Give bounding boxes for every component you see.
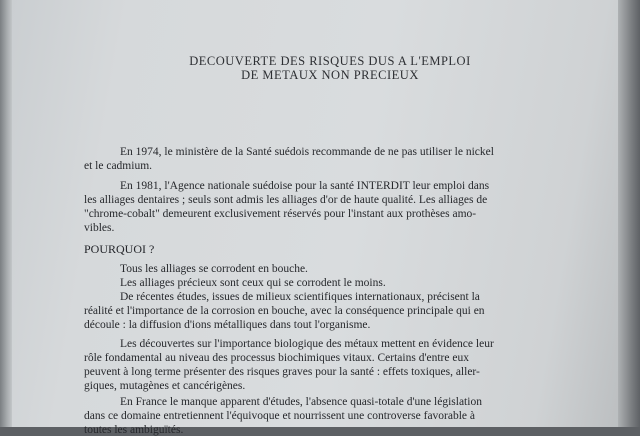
section-heading: POURQUOI ? — [84, 242, 155, 256]
paragraph-3-line-1: De récentes études, issues de milieux scientifiques internationaux, précisent la — [120, 291, 480, 303]
paragraph-4-line-1: Les découvertes sur l'importance biologique des métaux mettent en évidence leur — [120, 338, 494, 350]
paragraph-4-line-2: rôle fondamental au niveau des processus biochimiques vitaux. Certains d'entre eux — [84, 352, 469, 364]
paragraph-4-line-4: giques, mutagènes et cancérigènes. — [84, 380, 246, 392]
page-edge — [618, 0, 640, 427]
statement-2: Les alliages précieux sont ceux qui se corrodent le moins. — [120, 277, 386, 289]
paragraph-2-line-4: vibles. — [84, 222, 115, 234]
paragraph-5-line-2: dans ce domaine entretiennent l'équivoque et nourrissent une controverse favorable à — [84, 410, 476, 422]
paragraph-2-line-2: les alliages dentaires ; seuls sont admis les alliages d'or de haute qualité. Les alliages de — [84, 194, 488, 206]
statement-1: Tous les alliages se corrodent en bouche. — [120, 263, 308, 275]
paragraph-2-line-1: En 1981, l'Agence nationale suédoise pour la santé INTERDIT leur emploi dans — [120, 180, 490, 192]
paragraph-1-line-1: En 1974, le ministère de la Santé suédois recommande de ne pas utiliser le nickel — [120, 146, 494, 158]
paragraph-5-line-3: toutes les ambiguïtés. — [84, 424, 184, 436]
binding-spine — [0, 0, 12, 427]
paragraph-5-line-1: En France le manque apparent d'études, l'absence quasi-totale d'une législation — [120, 396, 482, 408]
paragraph-1-line-2: et le cadmium. — [84, 160, 153, 172]
paragraph-3-line-3: découle : la diffusion d'ions métalliques dans tout l'organisme. — [84, 319, 371, 331]
paragraph-3-line-2: réalité et l'importance de la corrosion en bouche, avec la conséquence principale qui en — [84, 305, 485, 317]
paragraph-2-line-3: "chrome-cobalt" demeurent exclusivement réservés pour l'instant aux prothèses amo- — [84, 208, 477, 220]
document-title-line-2: DE METAUX NON PRECIEUX — [241, 68, 419, 82]
paragraph-4-line-3: peuvent à long terme présenter des risques graves pour la santé : effets toxiques, aller- — [84, 366, 480, 378]
document-title-line-1: DECOUVERTE DES RISQUES DUS A L'EMPLOI — [189, 54, 471, 68]
